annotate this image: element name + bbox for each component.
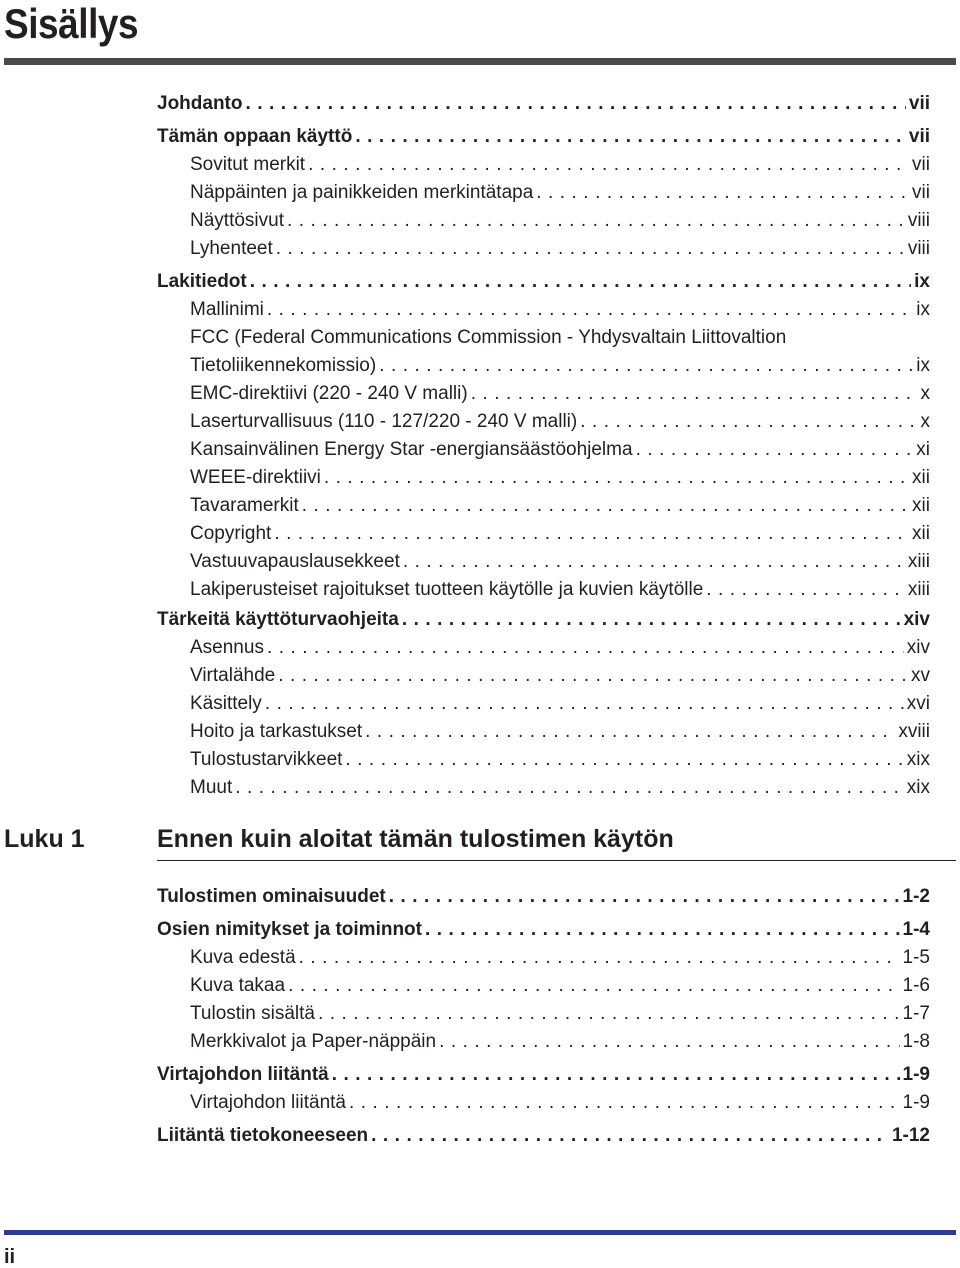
- toc-section-entry[interactable]: [157, 883, 930, 911]
- toc-entry-title: Käsittely: [190, 693, 262, 714]
- toc-subsection-entry[interactable]: [190, 464, 930, 492]
- dot-leader: [355, 123, 906, 151]
- toc-subsection-entry[interactable]: [190, 576, 930, 604]
- toc-entry-title: Copyright: [190, 523, 272, 544]
- toc-entry-page: 1-7: [902, 1003, 930, 1024]
- toc-entry-page: xiii: [907, 579, 930, 600]
- toc-subsection-entry[interactable]: [190, 746, 930, 774]
- toc-section-entry[interactable]: [157, 1061, 930, 1089]
- dot-leader: [636, 436, 914, 464]
- toc-entry-title: Virtalähde: [190, 665, 276, 686]
- toc-entry-page: vii: [912, 182, 930, 203]
- toc-subsection-entry[interactable]: [190, 718, 930, 746]
- toc-entry-page: 1-9: [902, 1092, 930, 1113]
- dot-leader: [332, 1061, 900, 1089]
- toc-entry-page: xviii: [898, 721, 930, 742]
- dot-leader: [267, 634, 904, 662]
- toc-entry-title: Tietoliikennekomissio): [190, 355, 377, 376]
- toc-section-entry[interactable]: [157, 916, 930, 944]
- dot-leader: [288, 972, 899, 1000]
- toc-entry-title: Osien nimitykset ja toiminnot: [157, 919, 422, 940]
- toc-entry-page: x: [920, 411, 930, 432]
- dot-leader: [318, 1000, 900, 1028]
- dot-leader: [250, 268, 911, 296]
- toc-entry-page: 1-6: [902, 975, 930, 996]
- toc-entry-title: Hoito ja tarkastukset: [190, 721, 363, 742]
- toc-subsection-entry[interactable]: [190, 436, 930, 464]
- dot-leader: [287, 207, 905, 235]
- dot-leader: [267, 296, 913, 324]
- toc-entry-page: viii: [907, 238, 930, 259]
- toc-entry-title: Mallinimi: [190, 299, 264, 320]
- toc-entry-title: Näyttösivut: [190, 210, 284, 231]
- toc-entry-page: xix: [906, 777, 930, 798]
- toc-entry-page: xiv: [903, 609, 930, 630]
- toc-entry-title: Liitäntä tietokoneeseen: [157, 1125, 369, 1146]
- toc-entry-page: viii: [907, 210, 930, 231]
- dot-leader: [308, 151, 909, 179]
- toc-entry-page: x: [920, 383, 930, 404]
- toc-entry-page: xiv: [906, 637, 930, 658]
- toc-subsection-entry[interactable]: [190, 207, 930, 235]
- toc-entry-title: Tulostustarvikkeet: [190, 749, 343, 770]
- toc-entry-page: xii: [912, 467, 930, 488]
- toc-subsection-entry[interactable]: [190, 972, 930, 1000]
- toc-entry-title: Tulostin sisältä: [190, 1003, 315, 1024]
- toc-entry-page: 1-2: [902, 886, 930, 907]
- toc-subsection-entry[interactable]: [190, 408, 930, 436]
- toc-entry-page: 1-4: [902, 919, 930, 940]
- toc-entry-page: 1-5: [902, 947, 930, 968]
- dot-leader: [299, 944, 900, 972]
- dot-leader: [379, 352, 913, 380]
- toc-subsection-entry[interactable]: [190, 352, 930, 380]
- dot-leader: [345, 746, 903, 774]
- dot-leader: [439, 1028, 899, 1056]
- chapter-rule: [157, 860, 956, 861]
- toc-subsection-entry[interactable]: [190, 774, 930, 802]
- dot-leader: [365, 718, 895, 746]
- toc-subsection-entry[interactable]: [190, 235, 930, 263]
- toc-entry-page: xi: [916, 439, 930, 460]
- footer-rule: [4, 1230, 956, 1235]
- dot-leader: [402, 606, 901, 634]
- toc-entry-wrapped[interactable]: FCC (Federal Communications Commission - Yhdysvaltain Liittovaltion: [190, 327, 787, 348]
- toc-subsection-entry[interactable]: [190, 380, 930, 408]
- toc-entry-page: vii: [908, 93, 930, 114]
- toc-entry-title: Tavaramerkit: [190, 495, 299, 516]
- toc-entry-title: Laserturvallisuus (110 - 127/220 - 240 V malli): [190, 411, 578, 432]
- toc-section-entry[interactable]: [157, 90, 930, 118]
- dot-leader: [349, 1089, 900, 1117]
- toc-entry-title: EMC-direktiivi (220 - 240 V malli): [190, 383, 468, 404]
- chapter-title: Ennen kuin aloitat tämän tulostimen käytön: [157, 825, 674, 853]
- toc-entry-page: 1-12: [891, 1125, 930, 1146]
- dot-leader: [235, 774, 904, 802]
- toc-subsection-entry[interactable]: [190, 662, 930, 690]
- toc-entry-title: Lyhenteet: [190, 238, 273, 259]
- toc-entry-page: xii: [912, 523, 930, 544]
- toc-section-entry[interactable]: [157, 606, 930, 634]
- dot-leader: [706, 576, 905, 604]
- toc-entry-title: Lakiperusteiset rajoitukset tuotteen käytölle ja kuvien käytölle: [190, 579, 704, 600]
- toc-entry-title: Virtajohdon liitäntä: [157, 1064, 329, 1085]
- title-rule: [4, 58, 956, 65]
- toc-entry-title: Kuva takaa: [190, 975, 286, 996]
- toc-entry-title: Tärkeitä käyttöturvaohjeita: [157, 609, 399, 630]
- toc-entry-title: Vastuuvapauslausekkeet: [190, 551, 400, 572]
- dot-leader: [276, 235, 905, 263]
- toc-entry-page: xv: [911, 665, 930, 686]
- toc-entry-title: Muut: [190, 777, 233, 798]
- toc-subsection-entry[interactable]: [190, 1000, 930, 1028]
- dot-leader: [536, 179, 909, 207]
- toc-entry-page: ix: [916, 299, 930, 320]
- toc-entry-page: 1-8: [902, 1031, 930, 1052]
- toc-subsection-entry[interactable]: [190, 179, 930, 207]
- toc-entry-title: Kansainvälinen Energy Star -energiansäästöohjelma: [190, 439, 633, 460]
- toc-entry-title: Kuva edestä: [190, 947, 296, 968]
- dot-leader: [274, 520, 909, 548]
- dot-leader: [580, 408, 917, 436]
- dot-leader: [389, 883, 900, 911]
- toc-section-entry[interactable]: [157, 123, 930, 151]
- toc-subsection-entry[interactable]: [190, 520, 930, 548]
- toc-entry-page: ix: [914, 271, 930, 292]
- toc-entry-title: WEEE-direktiivi: [190, 467, 321, 488]
- toc-entry-title: Tämän oppaan käyttö: [157, 126, 353, 147]
- toc-entry-title: Virtajohdon liitäntä: [190, 1092, 346, 1113]
- toc-entry-page: xix: [906, 749, 930, 770]
- toc-entry-page: vii: [912, 154, 930, 175]
- toc-entry-title: Asennus: [190, 637, 264, 658]
- toc-subsection-entry[interactable]: [190, 944, 930, 972]
- dot-leader: [265, 690, 904, 718]
- dot-leader: [278, 662, 908, 690]
- dot-leader: [246, 90, 906, 118]
- toc-subsection-entry[interactable]: [190, 151, 930, 179]
- toc-entry-title: Johdanto: [157, 93, 243, 114]
- toc-entry-page: 1-9: [902, 1064, 930, 1085]
- chapter-label: Luku 1: [4, 825, 85, 853]
- page-title: Sisällys: [4, 0, 139, 47]
- dot-leader: [425, 916, 900, 944]
- toc-entry-page: xvi: [906, 693, 930, 714]
- toc-entry-title: Merkkivalot ja Paper-näppäin: [190, 1031, 437, 1052]
- toc-section-entry[interactable]: [157, 268, 930, 296]
- toc-section-entry[interactable]: [157, 1122, 930, 1150]
- dot-leader: [324, 464, 909, 492]
- dot-leader: [371, 1122, 889, 1150]
- toc-subsection-entry[interactable]: [190, 492, 930, 520]
- toc-subsection-entry[interactable]: [190, 634, 930, 662]
- toc-entry-title: Näppäinten ja painikkeiden merkintätapa: [190, 182, 534, 203]
- toc-entry-title: Lakitiedot: [157, 271, 247, 292]
- dot-leader: [302, 492, 909, 520]
- toc-subsection-entry[interactable]: [190, 548, 930, 576]
- page-number: ii: [4, 1246, 16, 1268]
- toc-subsection-entry[interactable]: [190, 1089, 930, 1117]
- toc-subsection-entry[interactable]: [190, 690, 930, 718]
- toc-subsection-entry[interactable]: [190, 296, 930, 324]
- toc-entry-page: ix: [916, 355, 930, 376]
- toc-entry-page: xiii: [907, 551, 930, 572]
- toc-entry-title: Sovitut merkit: [190, 154, 306, 175]
- toc-entry-title: Tulostimen ominaisuudet: [157, 886, 386, 907]
- toc-entry-page: xii: [912, 495, 930, 516]
- dot-leader: [403, 548, 905, 576]
- toc-subsection-entry[interactable]: [190, 1028, 930, 1056]
- toc-entry-page: vii: [908, 126, 930, 147]
- dot-leader: [471, 380, 918, 408]
